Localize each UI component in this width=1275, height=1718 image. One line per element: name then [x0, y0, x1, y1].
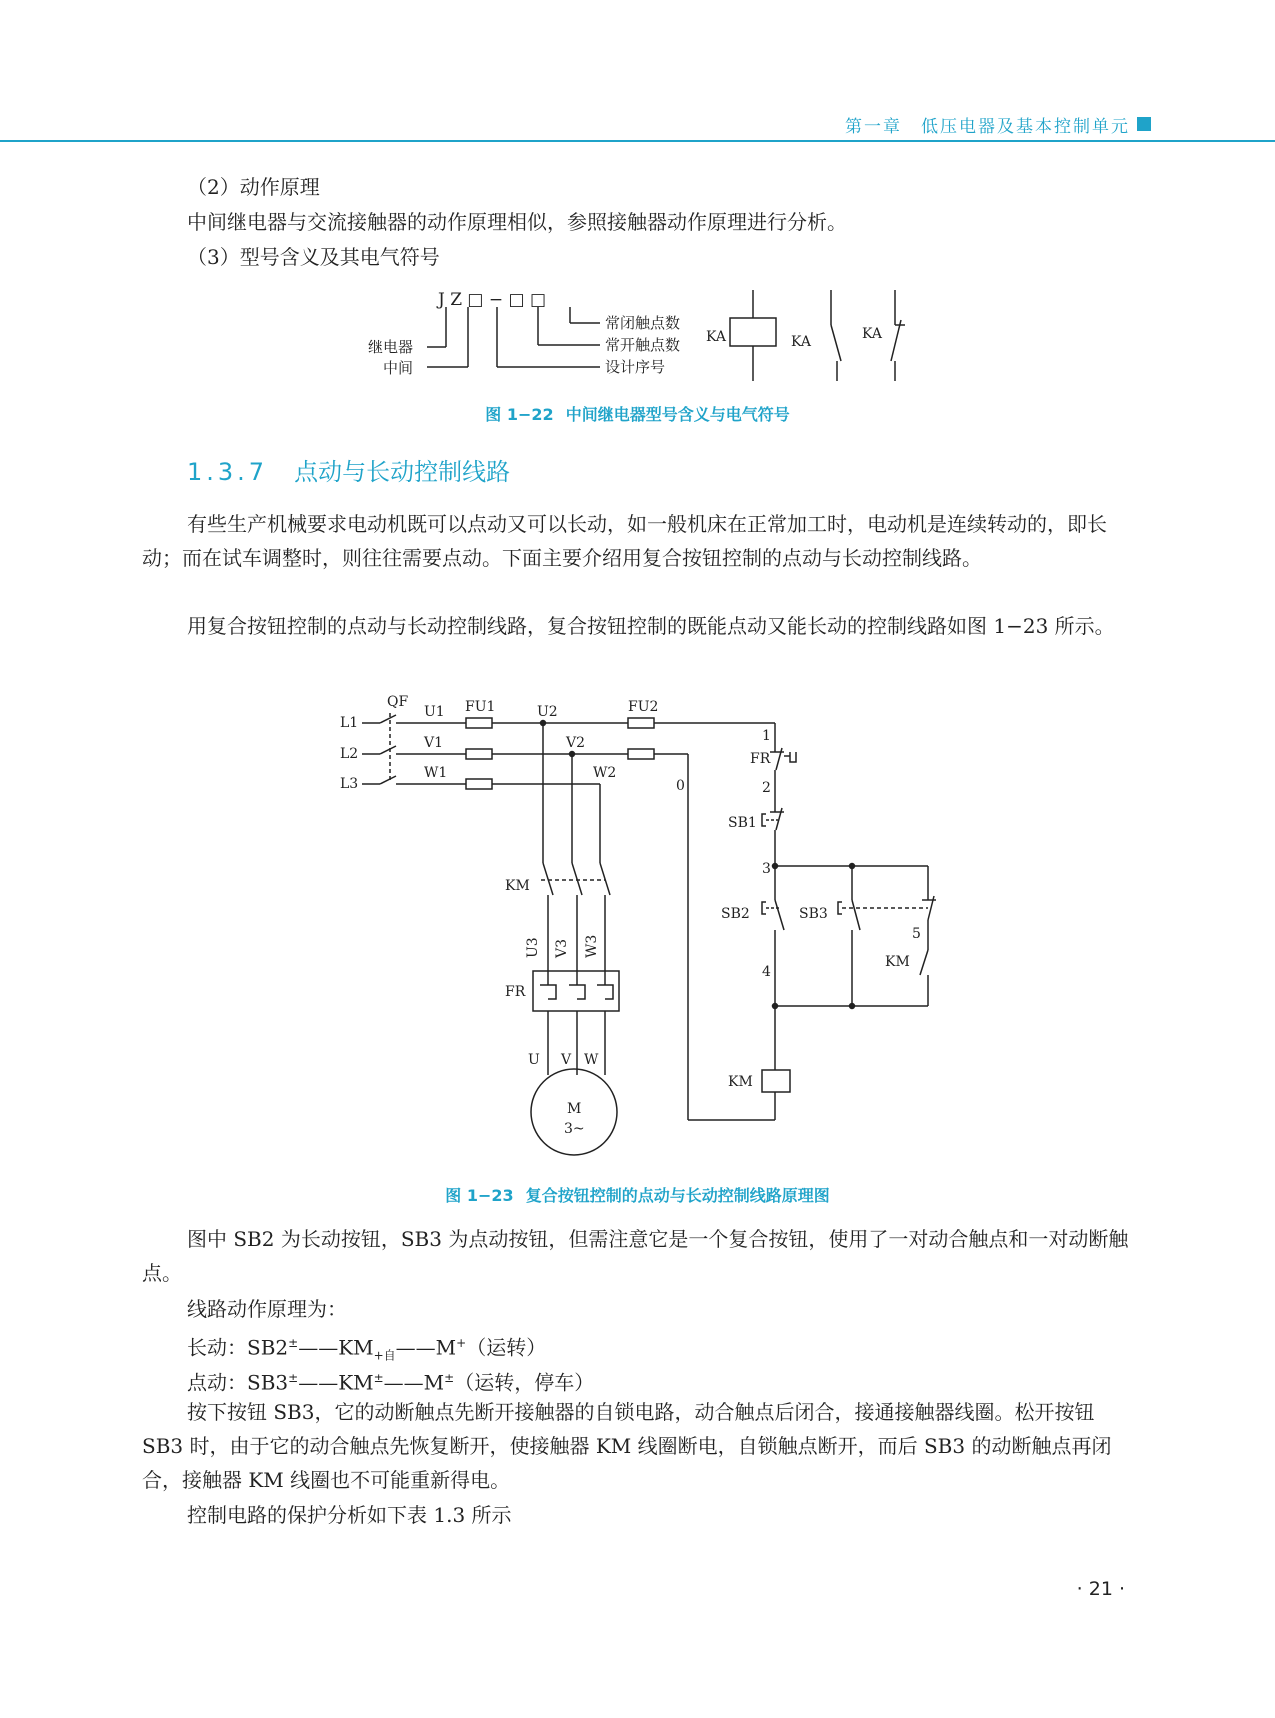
- caption-1-23: [0, 1183, 1275, 1206]
- para-principle: 中间继电器与交流接触器的动作原理相似，参照接触器动作原理进行分析。: [187, 210, 847, 234]
- para-protection: 控制电路的保护分析如下表 1.3 所示: [187, 1503, 512, 1527]
- formula-jog-sup3: ±: [444, 1371, 455, 1385]
- para-principle-intro: 线路动作原理为：: [187, 1297, 347, 1321]
- label-motor-phase: 3~: [564, 1121, 585, 1137]
- label-node-0: 0: [676, 778, 685, 794]
- label-node-1: 1: [762, 728, 771, 744]
- label-node-2: 2: [762, 780, 771, 796]
- page-number: · 21 ·: [1076, 1578, 1125, 1600]
- label-ka-coil: KA: [706, 329, 727, 345]
- label-motor: M: [567, 1101, 582, 1117]
- label-sb3: SB3: [799, 906, 828, 922]
- label-qf: QF: [387, 694, 409, 710]
- formula-long-sup2: +: [456, 1336, 467, 1350]
- formula-jog-a: 点动：SB3: [187, 1370, 289, 1395]
- para-circuit-ref: 用复合按钮控制的点动与长动控制线路，复合按钮控制的既能点动又能长动的控制线路如图 1−23 所示。: [187, 614, 1115, 638]
- label-node-5: 5: [912, 926, 921, 942]
- formula-long-a: 长动：SB2: [187, 1335, 289, 1360]
- formula-jog-sup2: ±: [373, 1371, 384, 1385]
- label-fu2: FU2: [628, 699, 659, 715]
- label-km-main: KM: [505, 878, 530, 894]
- label-km-coil: KM: [728, 1074, 753, 1090]
- label-fr-thermal: FR: [505, 984, 526, 1000]
- label-sb2: SB2: [721, 906, 750, 922]
- formula-jog-d: （运转，停车）: [454, 1370, 595, 1395]
- caption-1-23-number: 图 1−23: [445, 1186, 514, 1205]
- label-v1: V1: [424, 735, 444, 751]
- formula-long-b: ——KM: [298, 1335, 374, 1360]
- heading-model: （3）型号含义及其电气符号: [187, 245, 440, 269]
- label-w2: W2: [593, 765, 617, 781]
- label-l3: L3: [340, 776, 359, 792]
- label-u3: U3: [525, 937, 541, 958]
- label-v: V: [561, 1052, 572, 1068]
- label-u: U: [528, 1052, 540, 1068]
- label-sb1: SB1: [728, 815, 757, 831]
- label-km-aux: KM: [885, 954, 910, 970]
- section-number: 1.3.7: [187, 458, 269, 486]
- formula-long-sup1: ±: [288, 1336, 299, 1350]
- label-node-3: 3: [762, 861, 771, 877]
- label-w1: W1: [424, 765, 448, 781]
- formula-jog-sup1: ±: [288, 1371, 299, 1385]
- caption-1-22-text: 中间继电器型号含义与电气符号: [565, 405, 790, 424]
- formula-long-c: ——M: [395, 1335, 457, 1360]
- section-title: 点动与长动控制线路: [294, 458, 511, 486]
- caption-1-23-text: 复合按钮控制的点动与长动控制线路原理图: [525, 1186, 830, 1205]
- caption-1-22-number: 图 1−22: [485, 405, 554, 424]
- formula-jog: [142, 1361, 1132, 1400]
- label-ka-nc: KA: [862, 326, 883, 342]
- formula-long-sub: +自: [373, 1348, 396, 1363]
- heading-principle: （2）动作原理: [187, 175, 320, 199]
- label-ka-no: KA: [791, 334, 812, 350]
- label-fu1: FU1: [465, 699, 496, 715]
- label-relay: 继电器: [368, 338, 414, 356]
- model-code: J Z □ − □ □: [438, 290, 547, 310]
- para-sb3-operation: 按下按钮 SB3，它的动断触点先断开接触器的自锁电路，动合触点后闭合，接通接触器线圈。松开按钮 SB3 时，由于它的动合触点先恢复断开，使接触器 KM 线圈断电，自锁触点断开，而后 SB3 的动断触点再闭合，接触器 KM 线圈也不可能重新得电。: [142, 1400, 1112, 1492]
- label-l1: L1: [340, 715, 359, 731]
- label-design-no: 设计序号: [605, 358, 666, 376]
- para-sb-explain: 图中 SB2 为长动按钮，SB3 为点动按钮，但需注意它是一个复合按钮，使用了一对动合触点和一对动断触点。: [142, 1227, 1129, 1285]
- label-node-4: 4: [762, 964, 771, 980]
- label-middle: 中间: [383, 359, 414, 377]
- label-l2: L2: [340, 746, 359, 762]
- label-w3: W3: [584, 934, 600, 958]
- label-fr-nc: FR: [750, 751, 771, 767]
- label-nc-count: 常闭触点数: [605, 314, 681, 332]
- label-w: W: [584, 1052, 599, 1068]
- formula-jog-c: ——M: [383, 1370, 445, 1395]
- label-v3: V3: [554, 938, 570, 958]
- label-u1: U1: [424, 704, 445, 720]
- label-no-count: 常开触点数: [605, 336, 681, 354]
- para-intro: 有些生产机械要求电动机既可以点动又可以长动，如一般机床在正常加工时，电动机是连续转动的，即长动；而在试车调整时，则往往需要点动。下面主要介绍用复合按钮控制的点动与长动控制线路。: [142, 512, 1107, 570]
- running-header: 第一章 低压电器及基本控制单元: [845, 117, 1130, 137]
- label-v2: V2: [566, 735, 586, 751]
- formula-jog-b: ——KM: [298, 1370, 374, 1395]
- label-u2: U2: [537, 704, 558, 720]
- formula-long-d: （运转）: [466, 1335, 547, 1360]
